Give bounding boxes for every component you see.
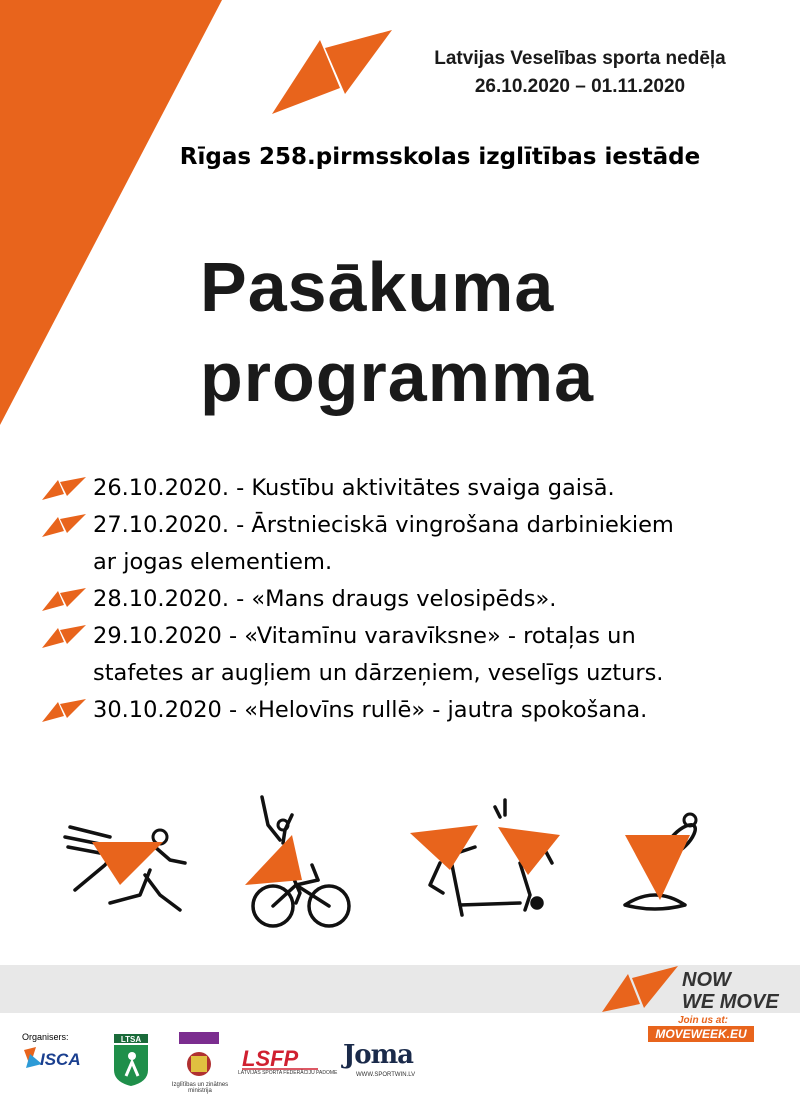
ltsa-logo-icon [112,1032,150,1088]
bullet-arrow-icon [40,476,88,502]
organisers-label: Organisers: [22,1032,69,1042]
brand-line-2: WE MOVE [682,991,779,1013]
program-item [40,581,780,618]
bullet-arrow-icon [40,624,88,650]
sport-figures-illustration [0,785,800,935]
program-item [40,470,780,507]
title-line-1: Pasākuma [200,248,555,326]
footballer-right-body-icon [498,827,560,875]
isca-logo-icon [22,1044,102,1074]
program-item-line-1: 26.10.2020. - Kustību aktivitātes svaiga gaisā. [93,475,615,501]
bullet-arrow-icon [40,698,88,724]
brand-line-1: NOW [682,969,731,991]
bullet-arrow-icon [40,513,88,539]
page-title [200,242,594,422]
join-us-label: Join us at: [678,1015,729,1026]
cyclist-body-icon [245,835,302,885]
event-dates: 26.10.2020 – 01.11.2020 [474,76,686,97]
program-item-line-1: 29.10.2020 - «Vitamīnu varavīksne» - rotaļas un [93,623,636,649]
event-name: Latvijas Veselības sporta nedēļa [434,48,726,69]
program-item-line-1: 27.10.2020. - Ārstnieciskā vingrošana darbiniekiem [93,512,674,538]
corner-decoration [0,0,230,430]
lsfp-logo-text: LSFP [242,1046,299,1071]
program-item [40,618,780,692]
program-item-line-1: 28.10.2020. - «Mans draugs velosipēds». [93,586,557,612]
title-line-2: programma [200,338,595,416]
isca-logo-text: ISCA [40,1050,81,1069]
joma-logo: Joma [343,1040,414,1070]
ltsa-logo-text: LTSA [120,1035,142,1044]
school-name: Rīgas 258.pirmsskolas izglītības iestāde [179,144,701,170]
footballer-left-body-icon [410,825,478,870]
moveweek-logo-icon [270,28,395,118]
program-item-line-2: ar jogas elementiem. [93,549,333,575]
moveweek-link[interactable]: MOVEWEEK.EU [648,1026,754,1042]
lsfp-caption: LATVIJAS SPORTA FEDERĀCIJU PADOME [238,1070,338,1076]
program-item [40,692,780,729]
program-item-line-1: 30.10.2020 - «Helovīns rullē» - jautra spokošana. [93,697,648,723]
program-item [40,507,780,581]
runner-body-icon [92,842,163,885]
program-list [40,470,780,729]
program-item-line-2: stafetes ar augļiem un dārzeņiem, veselīgs uzturs. [93,660,664,686]
yoga-body-icon [625,835,690,900]
ministry-caption: Izglītības un zinātnes ministrija [171,1082,229,1094]
bullet-arrow-icon [40,587,88,613]
joma-url: WWW.SPORTWIN.LV [356,1072,416,1078]
